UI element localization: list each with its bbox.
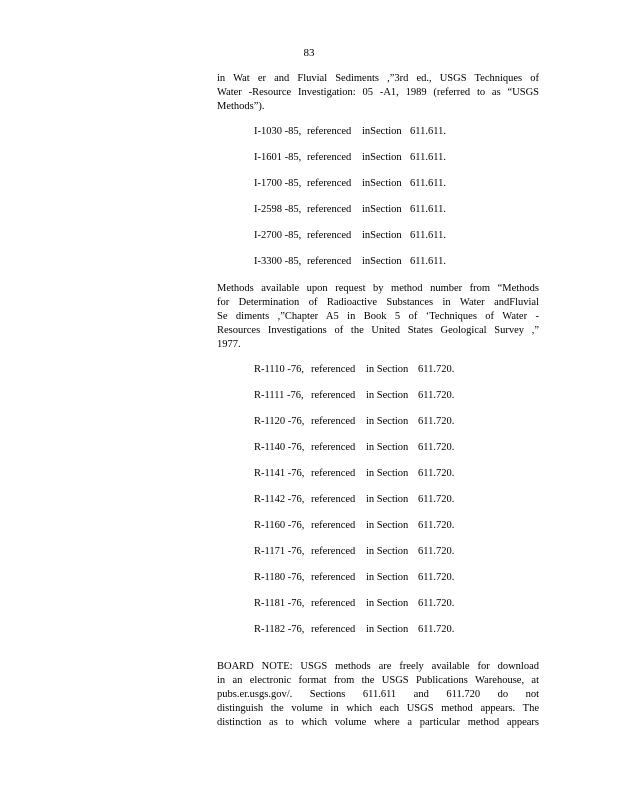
board-note-line: pubs.er.usgs.gov/. Sections 611.611 and 611.720 do not: [217, 689, 539, 700]
method-in-section: inSection: [362, 204, 402, 215]
method-referenced: referenced: [311, 520, 356, 531]
method-referenced: referenced: [307, 230, 352, 241]
method-code: R-1171 -76,: [254, 546, 305, 557]
method-code: R-1110 -76,: [254, 364, 304, 375]
paragraph-line: Se diments ,”Chapter A5 in Book 5 of ‘Techniques of Water -: [217, 311, 539, 322]
method-reference-item: [254, 177, 514, 191]
method-section: 611.720.: [418, 494, 455, 505]
method-referenced: referenced: [311, 468, 356, 479]
method-reference-item: [254, 151, 514, 165]
method-referenced: referenced: [307, 256, 352, 267]
method-referenced: referenced: [311, 546, 356, 557]
method-section: 611.720.: [418, 390, 455, 401]
method-in-section: in Section: [366, 468, 409, 479]
method-in-section: inSection: [362, 256, 402, 267]
method-code: I-2598 -85,: [254, 204, 302, 215]
method-referenced: referenced: [311, 494, 356, 505]
paragraph-line: 1977.: [217, 339, 241, 350]
method-in-section: in Section: [366, 364, 409, 375]
method-section: 611.720.: [418, 520, 455, 531]
method-referenced: referenced: [311, 624, 356, 635]
method-reference-item: [254, 229, 514, 243]
method-in-section: in Section: [366, 442, 409, 453]
method-section: 611.720.: [418, 598, 455, 609]
method-section: 611.611.: [410, 204, 446, 215]
intro-paragraph: [217, 72, 539, 114]
method-code: R-1111 -76,: [254, 390, 304, 401]
method-code: R-1142 -76,: [254, 494, 305, 505]
radioactive-methods-paragraph: [217, 282, 539, 352]
method-in-section: in Section: [366, 390, 409, 401]
method-in-section: inSection: [362, 230, 402, 241]
method-referenced: referenced: [311, 364, 356, 375]
method-section: 611.720.: [418, 572, 455, 583]
r-methods-list: [254, 363, 514, 649]
intro-line: Methods”).: [217, 101, 265, 112]
method-reference-item: [254, 255, 514, 269]
method-code: I-2700 -85,: [254, 230, 302, 241]
method-referenced: referenced: [311, 572, 356, 583]
method-in-section: inSection: [362, 152, 402, 163]
method-code: I-1030 -85,: [254, 126, 302, 137]
method-reference-item: [254, 363, 514, 377]
method-referenced: referenced: [311, 598, 356, 609]
method-section: 611.611.: [410, 126, 446, 137]
intro-line: in Wat er and Fluvial Sediments ,”3rd ed., USGS Techniques of: [217, 73, 539, 84]
board-note-line: distinction as to which volume where a particular method appears: [217, 717, 539, 728]
method-code: I-1601 -85,: [254, 152, 302, 163]
method-referenced: referenced: [307, 178, 352, 189]
method-referenced: referenced: [307, 204, 352, 215]
method-code: R-1141 -76,: [254, 468, 305, 479]
method-section: 611.720.: [418, 416, 455, 427]
method-in-section: in Section: [366, 416, 409, 427]
method-reference-item: [254, 571, 514, 585]
i-methods-list: [254, 125, 514, 281]
method-in-section: inSection: [362, 126, 402, 137]
method-reference-item: [254, 389, 514, 403]
method-section: 611.720.: [418, 546, 455, 557]
method-code: R-1182 -76,: [254, 624, 305, 635]
method-reference-item: [254, 623, 514, 637]
method-code: R-1120 -76,: [254, 416, 305, 427]
method-referenced: referenced: [307, 126, 352, 137]
method-code: R-1180 -76,: [254, 572, 305, 583]
method-in-section: in Section: [366, 598, 409, 609]
method-reference-item: [254, 545, 514, 559]
method-in-section: in Section: [366, 546, 409, 557]
method-code: I-1700 -85,: [254, 178, 302, 189]
method-reference-item: [254, 125, 514, 139]
method-code: I-3300 -85,: [254, 256, 302, 267]
method-referenced: referenced: [311, 390, 356, 401]
method-in-section: in Section: [366, 624, 409, 635]
method-section: 611.720.: [418, 468, 455, 479]
page-number: 83: [303, 47, 315, 59]
method-code: R-1181 -76,: [254, 598, 305, 609]
method-reference-item: [254, 441, 514, 455]
method-referenced: referenced: [311, 442, 356, 453]
method-reference-item: [254, 203, 514, 217]
paragraph-line: for Determination of Radioactive Substances in Water andFluvial: [217, 297, 539, 308]
paragraph-line: Resources Investigations of the United States Geological Survey ,”: [217, 325, 539, 336]
method-section: 611.720.: [418, 442, 455, 453]
method-section: 611.611.: [410, 256, 446, 267]
paragraph-line: Methods available upon request by method number from “Methods: [217, 283, 539, 294]
method-in-section: inSection: [362, 178, 402, 189]
method-reference-item: [254, 493, 514, 507]
method-referenced: referenced: [311, 416, 356, 427]
method-in-section: in Section: [366, 494, 409, 505]
method-in-section: in Section: [366, 520, 409, 531]
method-reference-item: [254, 597, 514, 611]
board-note-paragraph: [217, 660, 539, 730]
method-section: 611.611.: [410, 230, 446, 241]
method-code: R-1160 -76,: [254, 520, 305, 531]
method-reference-item: [254, 519, 514, 533]
intro-line: Water -Resource Investigation: 05 -A1, 1989 (referred to as “USGS: [217, 87, 539, 98]
method-section: 611.720.: [418, 364, 455, 375]
method-section: 611.611.: [410, 152, 446, 163]
method-in-section: in Section: [366, 572, 409, 583]
method-code: R-1140 -76,: [254, 442, 305, 453]
method-reference-item: [254, 415, 514, 429]
method-referenced: referenced: [307, 152, 352, 163]
method-reference-item: [254, 467, 514, 481]
method-section: 611.720.: [418, 624, 455, 635]
board-note-line: distinguish the volume in which each USGS method appears. The: [217, 703, 539, 714]
board-note-line: in an electronic format from the USGS Publications Warehouse, at: [217, 675, 539, 686]
board-note-line: BOARD NOTE: USGS methods are freely available for download: [217, 661, 539, 672]
method-section: 611.611.: [410, 178, 446, 189]
